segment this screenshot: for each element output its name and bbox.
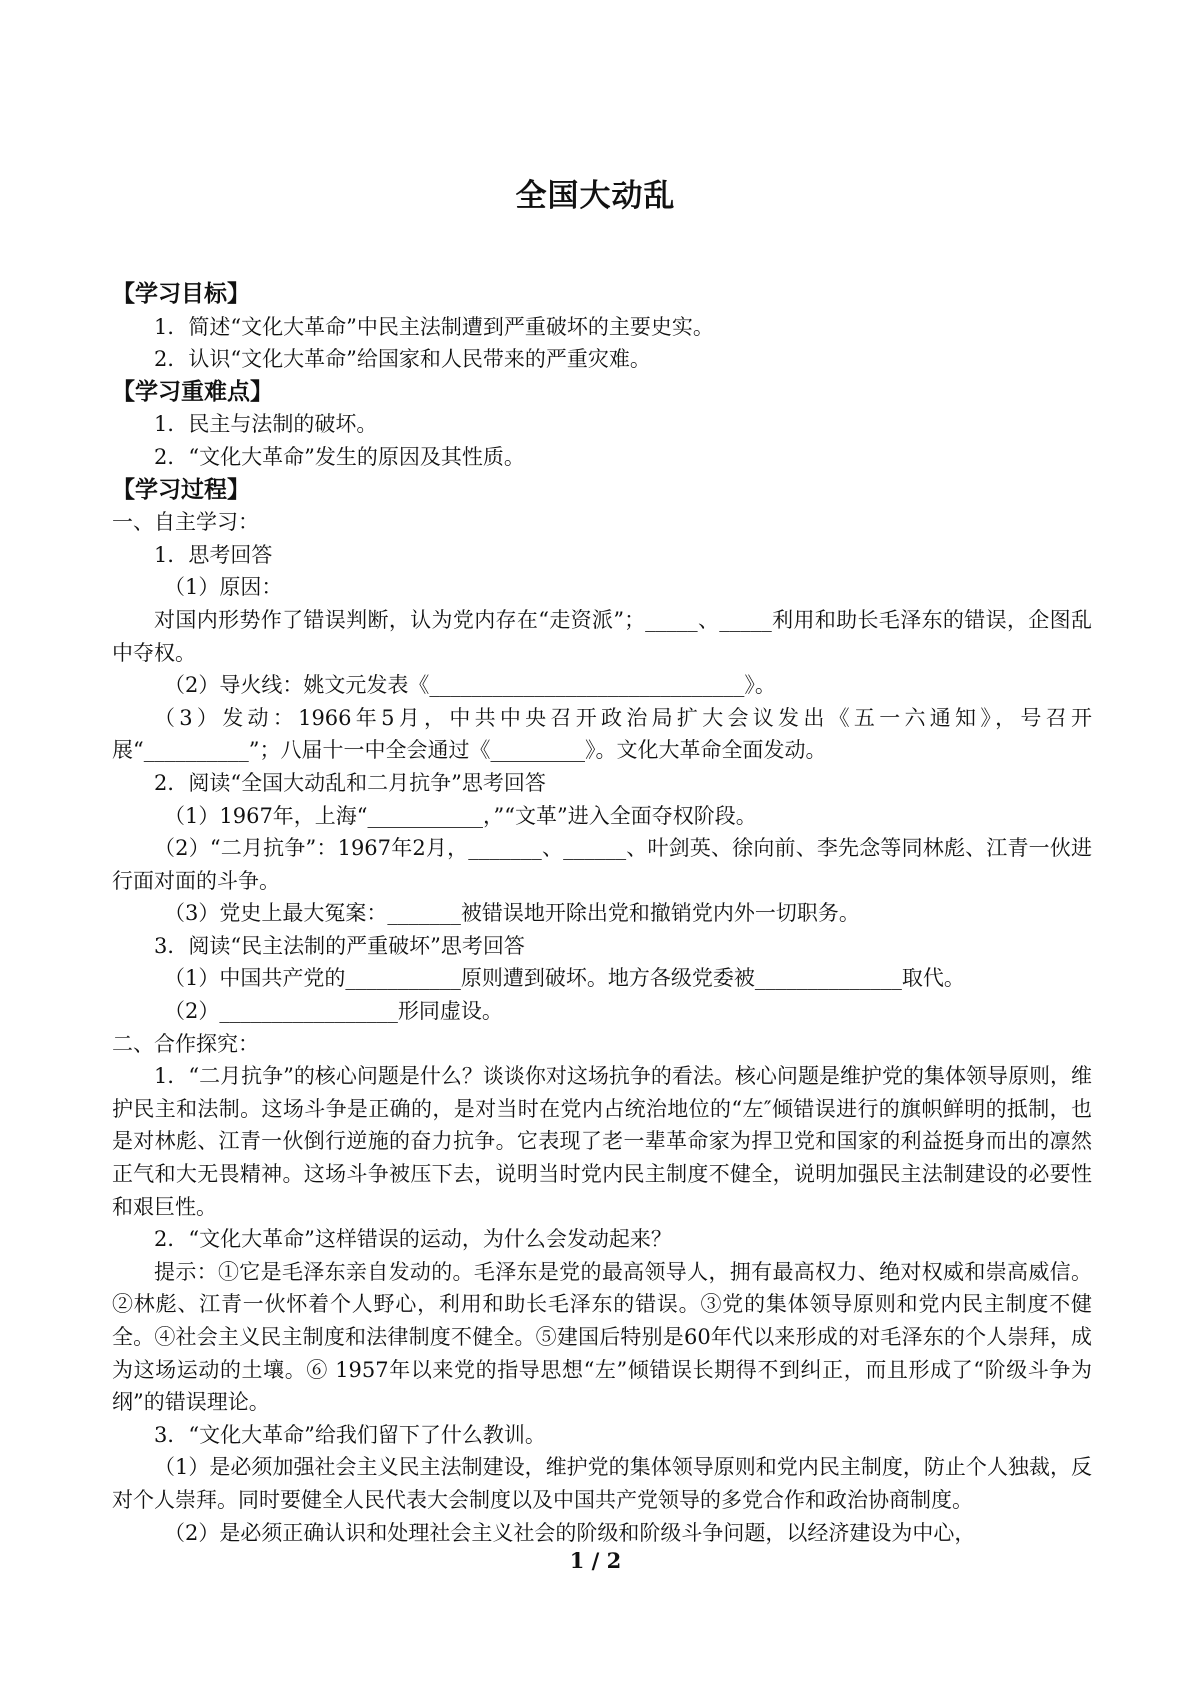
document-title: 全国大动乱 — [515, 178, 676, 214]
text-line: （1）原因： — [164, 575, 283, 600]
text-line: 2．“文化大革命”发生的原因及其性质。 — [154, 444, 525, 469]
text-line: （2）_________________形同虚设。 — [164, 999, 503, 1024]
text-line: （3）党史上最大冤案：_______被错误地开除出党和撤销党内外一切职务。 — [164, 901, 860, 926]
page-number: 1 / 2 — [569, 1548, 622, 1573]
section-heading: 【学习重难点】 — [112, 378, 273, 405]
text-line: （1）1967年，上海“___________，”“文革”进入全面夺权阶段。 — [164, 803, 757, 828]
text-line: 1．民主与法制的破坏。 — [154, 412, 378, 437]
text-line: 提示：①它是毛泽东亲自发动的。毛泽东是党的最高领导人，拥有最高权力、绝对权威和崇高威信。②林彪、江青一伙怀着个人野心，利用和助长毛泽东的错误。③党的集体领导原则和党内民主制度不健全。④社会主义民主制度和法律制度不健全。⑤建国后特别是60年代以来形成的对毛泽东的个人崇拜，成为这场运动的土壤。⑥ 1957年以来党的指导思想“左”倾错误长期得不到纠正，而且形成了“阶级斗争为纲”的错误理论。 — [112, 1259, 1092, 1415]
text-line: 2．“文化大革命”这样错误的运动，为什么会发动起来？ — [154, 1227, 672, 1252]
text-line: 对国内形势作了错误判断，认为党内存在“走资派”；_____、_____利用和助长毛泽东的错误，企图乱中夺权。 — [112, 607, 1092, 665]
text-line: 一、自主学习： — [112, 510, 259, 535]
text-line: （2）导火线：姚文元发表《______________________________》。 — [164, 673, 776, 698]
section-heading: 【学习过程】 — [112, 476, 250, 503]
text-line: 1．思考回答 — [154, 542, 273, 567]
text-line: 二、合作探究： — [112, 1031, 259, 1056]
text-line: （2）是必须正确认识和处理社会主义社会的阶级和阶级斗争问题，以经济建设为中心， — [164, 1520, 976, 1545]
text-line: 1．“二月抗争”的核心问题是什么？谈谈你对这场抗争的看法。核心问题是维护党的集体领导原则，维护民主和法制。这场斗争是正确的，是对当时在党内占统治地位的“左″倾错误进行的旗帜鲜明的抵制，也是对林彪、江青一伙倒行逆施的奋力抗争。它表现了老一辈革命家为捍卫党和国家的利益挺身而出的凛然正气和大无畏精神。这场斗争被压下去，说明当时党内民主制度不健全，说明加强民主法制建设的必要性和艰巨性。 — [112, 1064, 1092, 1219]
text-line: （1）中国共产党的___________原则遭到破坏。地方各级党委被______________取代。 — [164, 966, 965, 991]
text-line: 3．阅读“民主法制的严重破坏”思考回答 — [154, 933, 525, 958]
document-body — [112, 278, 1092, 1549]
text-line: 2．认识“文化大革命”给国家和人民带来的严重灾难。 — [154, 347, 651, 372]
text-line: （3）发动：1966年5月，中共中央召开政治局扩大会议发出《五一六通知》，号召开展“__________”；八届十一中全会通过《_________》。文化大革命全面发动。 — [112, 705, 1092, 763]
text-line: 2．阅读“全国大动乱和二月抗争”思考回答 — [154, 770, 546, 795]
text-line: 1．简述“文化大革命”中民主法制遭到严重破坏的主要史实。 — [154, 314, 714, 339]
text-line: （2）“二月抗争”：1967年2月，_______、______、叶剑英、徐向前、李先念等同林彪、江青一伙进行面对面的斗争。 — [112, 836, 1092, 893]
text-line: （1）是必须加强社会主义民主法制建设，维护党的集体领导原则和党内民主制度，防止个人独裁，反对个人崇拜。同时要健全人民代表大会制度以及中国共产党领导的多党合作和政治协商制度。 — [112, 1455, 1092, 1512]
section-heading: 【学习目标】 — [112, 281, 250, 307]
text-line: 3．“文化大革命”给我们留下了什么教训。 — [154, 1422, 546, 1447]
